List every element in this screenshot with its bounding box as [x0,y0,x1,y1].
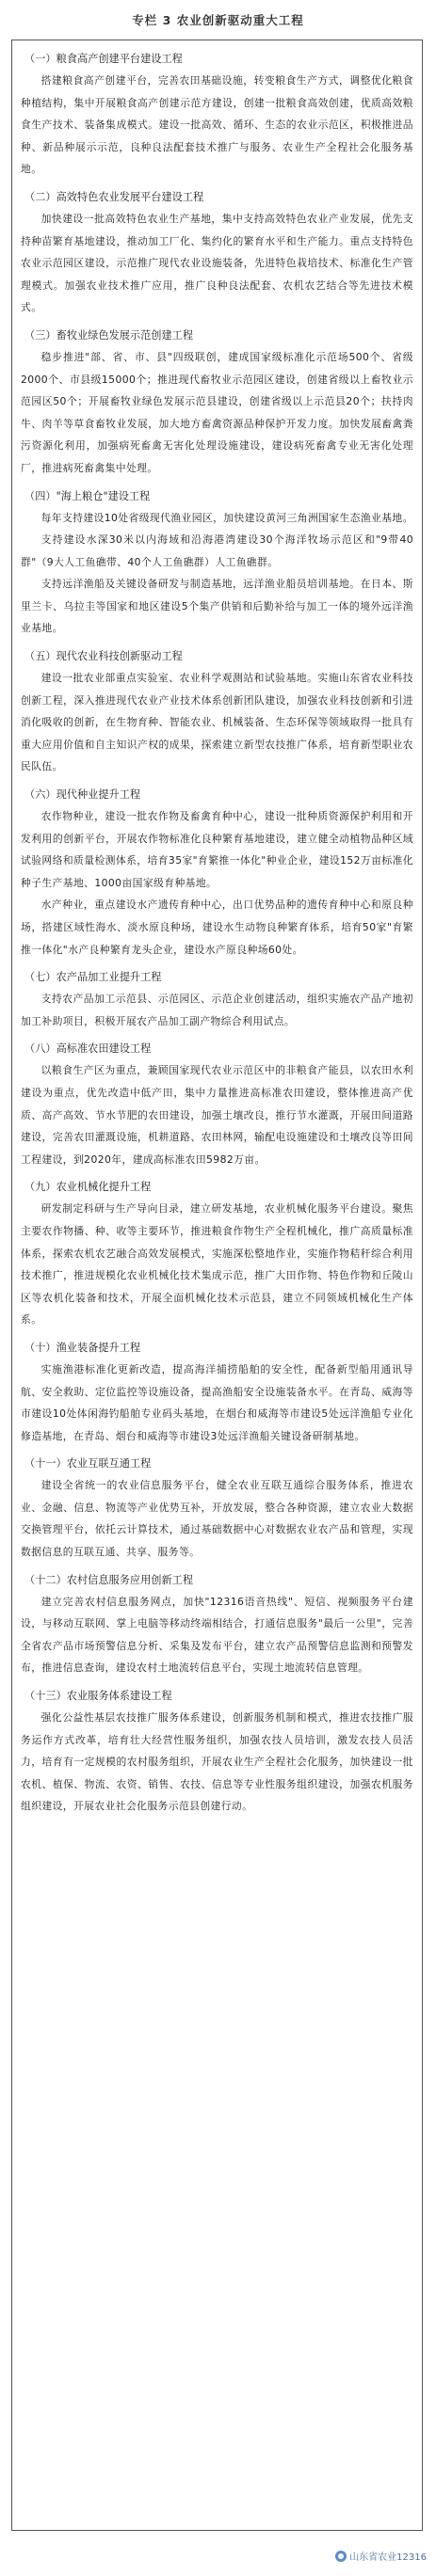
section-7 [21,966,413,1032]
section-4 [21,485,413,641]
section-heading: （八）高标准农田建设工程 [24,1042,152,1056]
section-paragraph: 水产种业，重点建设水产遗传育种中心，出口优势品种的遗传育种中心和原良种场，搭建区域性海水、淡水原良种场，建设水生动物良种繁育体系，培育50家"育繁推一体化"水产良种繁育龙头企业，建设水产原良种场60处。 [21,898,413,956]
section-paragraph: 搭建粮食高产创建平台，完善农田基础设施，转变粮食生产方式，调整优化粮食种植结构，集中开展粮食高产创建示范方建设，创建一批粮食高效创建，优质高效粮食生产技术、装备集成模式。建设一批高效、循环、生态的农业示范区，积极推进品种、新品种展示示范，良种良法配套技术推广与服务、农业生产全程社会化服务基地。 [21,74,413,176]
section-paragraph: 建设一批农业部重点实验室、农业科学观测站和试验基地。实施山东省农业科技创新工程，深入推进现代农业产业技术体系创新团队建设，加强农业科技创新和引进消化吸收的创新，在生物育种、智能农业、机械装备、生态环保等领域取得一批具有重大应用价值和自主知识产权的成果，探索建立新型农技推广体系，培育新型职业农民队伍。 [21,672,413,773]
section-heading: （一）粮食高产创建平台建设工程 [24,53,183,65]
section-paragraph: 以粮食生产区为重点，兼顾国家现代农业示范区中的非粮食产能县，以农田水利建设为重点，优先改造中低产田，集中力量推进高标准农田建设，整体推进高产优质、高产高效、节水节肥的农田建设，加强土壤改良，推行节水灌溉，开展田间道路建设，完善农田灌溉设施，机耕道路、农田林网，输配电设施建设和土壤改良等田间工程建设，到2020年，建成高标准农田5982万亩。 [21,1064,413,1166]
section-9 [21,1176,413,1331]
section-heading: （十一）农业互联互通工程 [24,1457,152,1471]
section-11 [21,1453,413,1563]
section-paragraph: 强化公益性基层农技推广服务体系建设，创新服务机制和模式，推进农技推广服务运作方式改革，培育壮大经营性服务组织，加强农技人员培训，激发农技人员活力，培育有一定规模的农村服务组织，开展农业生产全程社会化服务，加快建设一批农机、植保、物流、农资、销售、农技、信息等专业性服务组织建设，加强农机服务组织建设，开展农业社会化服务示范县创建行动。 [21,1711,413,1813]
section-heading: （三）畜牧业绿色发展示范创建工程 [24,328,194,342]
section-heading: （六）现代种业提升工程 [24,788,141,802]
section-heading: （九）农业机械化提升工程 [24,1181,152,1194]
section-10 [21,1337,413,1447]
section-paragraph: 农作物种业，建设一批农作物及畜禽育种中心，建设一批种质资源保护利用和开发利用的创新平台，开展农作物标准化良种繁育基地建设，建立健全动植物品种区域试验网络和质量检测体系，培育35家"育繁推一体化"种业企业，建设152万亩标准化种子生产基地、1000亩国家级育种基地。 [21,810,413,889]
section-paragraph: 稳步推进"部、省、市、县"四级联创，建成国家级标准化示范场500个、省级2000个、市县级15000个；推进现代畜牧业示范园区建设，创建省级以上畜牧业示范园区50个；开展畜牧业绿色发展示范县建设，创建省级以上示范县20个；扶持肉牛、肉羊等草食畜牧业发展，加大地方畜禽资源品种保护开发力度。加快发展畜禽粪污资源化利用，加强病死畜禽无害化处理设施建设，建设病死畜禽专业无害化处理厂，推进病死畜禽集中处理。 [21,350,413,474]
wechat-icon [335,2551,347,2562]
section-heading: （十三）农业服务体系建设工程 [24,1690,172,1703]
section-heading: （二）高效特色农业发展平台建设工程 [24,190,204,203]
watermark [335,2549,427,2563]
section-paragraph: 建立完善农村信息服务网点，加快"12316语音热线"、短信、视频服务平台建设，与移动互联网、掌上电脑等移动终端相结合，打通信息服务"最后一公里"，完善全省农产品市场预警信息分析、采集及发布平台，建立农产品预警信息监测和预警发布，推进信息查询，建设农村土地流转信息平台，实现土地流转信息管理。 [21,1595,413,1675]
section-paragraph: 加快建设一批高效特色农业生产基地，集中支持高效特色农业产业发展，优先支持种苗繁育基地建设，推动加工厂化、集约化的繁育水平和生产能力。重点支持特色农业示范园区建设，示范推广现代农业设施装备，先进特色栽培技术、标准化生产管理模式。加强农业技术推广应用，推广良种良法配套、农机农艺结合等先进技术模式。 [21,212,413,314]
section-13 [21,1685,413,1818]
section-3 [21,325,413,480]
section-8 [21,1038,413,1170]
feature-box [11,40,423,2531]
section-heading: （五）现代农业科技创新驱动工程 [24,650,183,663]
section-paragraph: 实施渔港标准化更新改造，提高海洋捕捞船舶的安全性，配备新型船用通讯导航、安全救助、定位监控等设施设备，提高渔船安全设施装备水平。在青岛、威海等市建设10处体闲海钓船舶专业码头基地，在烟台和威海等市建设5处远洋渔船专业化修造基地，在青岛、烟台和威海等市建设3处远洋渔船关键设备研制基地。 [21,1362,413,1442]
section-paragraph: 研发制定科研与生产导向目录，建立研发基地，农业机械化服务平台建设。聚焦主要农作物播、种、收等主要环节，推进粮食作物生产全程机械化，推广高质量标准体系，探索农机农艺融合高效发展模式，实施深松整地作业，实施作物秸秆综合利用技术推广，推进规模化农业机械化技术集成示范，推广大田作物、特色作物和丘陵山区等农机化装备和技术，开展全面机械化技术示范县，建立不同领域机械化生产体系。 [21,1202,413,1327]
watermark-text: 山东省农业12316 [349,2552,427,2563]
section-paragraph: 支持农产品加工示范县、示范园区、示范企业创建活动，组织实施农产品产地初加工补助项目，积极开展农产品加工副产物综合利用试点。 [21,993,413,1027]
section-paragraph: 支持建设水深30米以内海域和沿海港湾建设30个海洋牧场示范区和"9带40群"（9大人工鱼礁带、40个人工鱼礁群）人工鱼礁群。 [21,533,413,568]
section-heading: （四）"海上粮仓"建设工程 [24,489,151,502]
section-paragraph: 每年支持建设10处省级现代渔业园区，加快建设黄河三角洲国家生态渔业基地。 [40,511,413,524]
section-heading: （十）渔业装备提升工程 [24,1341,141,1354]
section-heading: （十二）农村信息服务应用创新工程 [24,1573,194,1586]
section-paragraph: 建设全省统一的农业信息服务平台，健全农业互联互通综合服务体系，推进农业、金融、信息、物流等产业优势互补，开放发展，整合各种资源，建立农业大数据交换管理平台，依托云计算技术，通过基础数据中心对数据农业农产品和管理，实现数据信息的互联互通、共享、服务等。 [21,1479,413,1559]
section-1 [21,48,413,181]
page-title: 专栏 3 农业创新驱动重大工程 [132,13,304,27]
section-5 [21,645,413,778]
section-2 [21,186,413,319]
section-heading: （七）农产品加工业提升工程 [24,971,162,984]
section-12 [21,1569,413,1679]
section-6 [21,784,413,961]
section-paragraph: 支持远洋渔船及关键设备研发与制造基地，远洋渔业船员培训基地。在日本、斯里兰卡、乌拉圭等国家和地区建设5个集产供销和后勤补给与加工一体的境外远洋渔业基地。 [21,578,413,635]
